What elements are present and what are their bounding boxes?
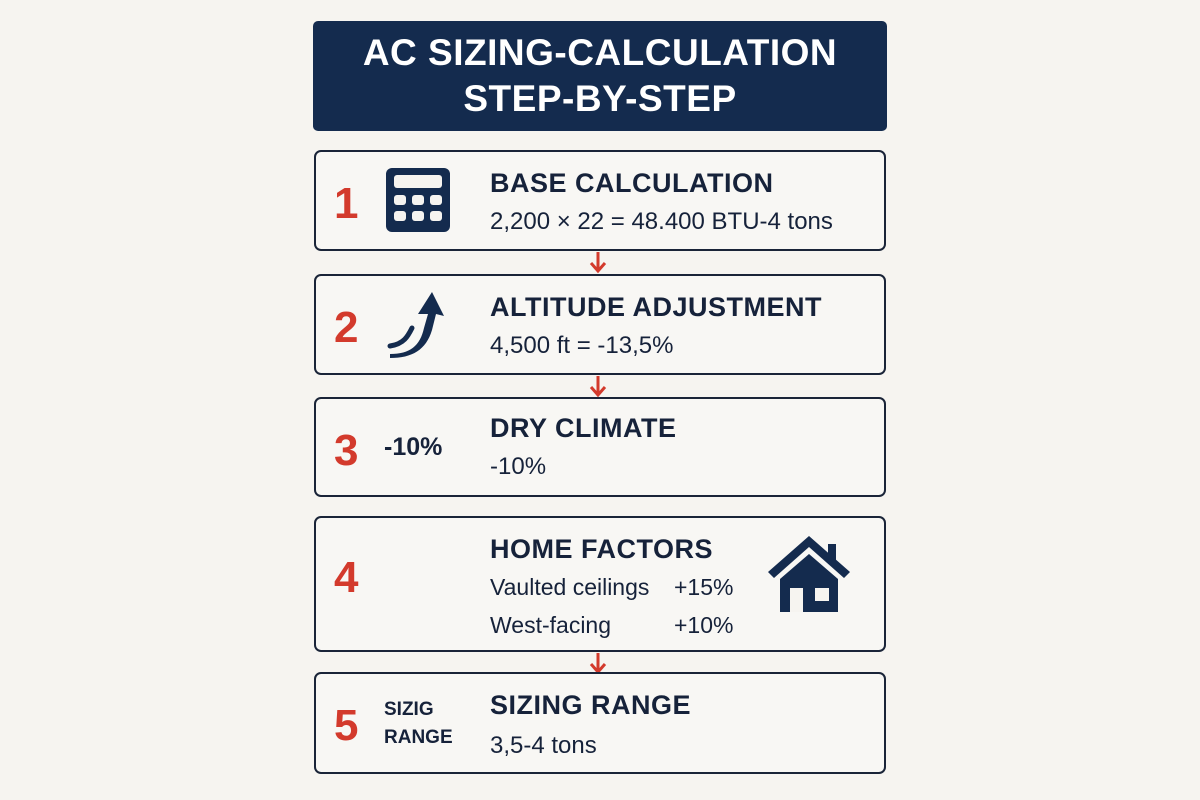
- step-card-2: [314, 274, 886, 375]
- step-number: 3: [334, 426, 359, 475]
- step-heading: SIZING RANGE: [490, 690, 692, 720]
- climate-percent-label: -10%: [384, 433, 443, 461]
- factor-name: West-facing: [490, 612, 612, 638]
- sizing-range-label: [384, 696, 453, 752]
- title-line-1: AC SIZING-CALCULATION: [362, 32, 838, 73]
- calculator-icon: [386, 168, 450, 237]
- step-number: 4: [334, 553, 359, 602]
- step-card-1: [314, 150, 886, 251]
- step-heading: HOME FACTORS: [490, 534, 714, 564]
- factor-row: [490, 574, 733, 601]
- side-label-line-1: SIZIG: [384, 699, 434, 720]
- side-label-line-2: RANGE: [384, 727, 453, 748]
- step-detail: -10%: [490, 453, 547, 480]
- house-icon: [764, 532, 854, 619]
- step-number: 1: [334, 179, 359, 228]
- step-card-4: [314, 516, 886, 652]
- down-arrow-icon: [588, 376, 608, 398]
- trend-up-arrow-icon: [386, 288, 450, 363]
- factor-value: +15%: [674, 574, 734, 600]
- step-number: 2: [334, 303, 359, 352]
- step-card-3: [314, 397, 886, 497]
- step-heading: DRY CLIMATE: [490, 413, 677, 443]
- step-detail: 2,200 × 22 = 48.400 BTU-4 tons: [490, 208, 833, 235]
- step-detail: 4,500 ft = -13,5%: [490, 332, 674, 359]
- title-line-2: STEP-BY-STEP: [463, 78, 737, 119]
- factor-value: +10%: [674, 612, 734, 638]
- title-banner: [313, 21, 887, 131]
- step-heading: BASE CALCULATION: [490, 168, 774, 198]
- factor-row: [490, 612, 733, 639]
- step-number: 5: [334, 701, 359, 750]
- step-heading: ALTITUDE ADJUSTMENT: [490, 292, 822, 322]
- step-card-5: [314, 672, 886, 774]
- down-arrow-icon: [588, 252, 608, 274]
- factor-name: Vaulted ceilings: [490, 574, 650, 600]
- step-detail: 3,5-4 tons: [490, 732, 597, 759]
